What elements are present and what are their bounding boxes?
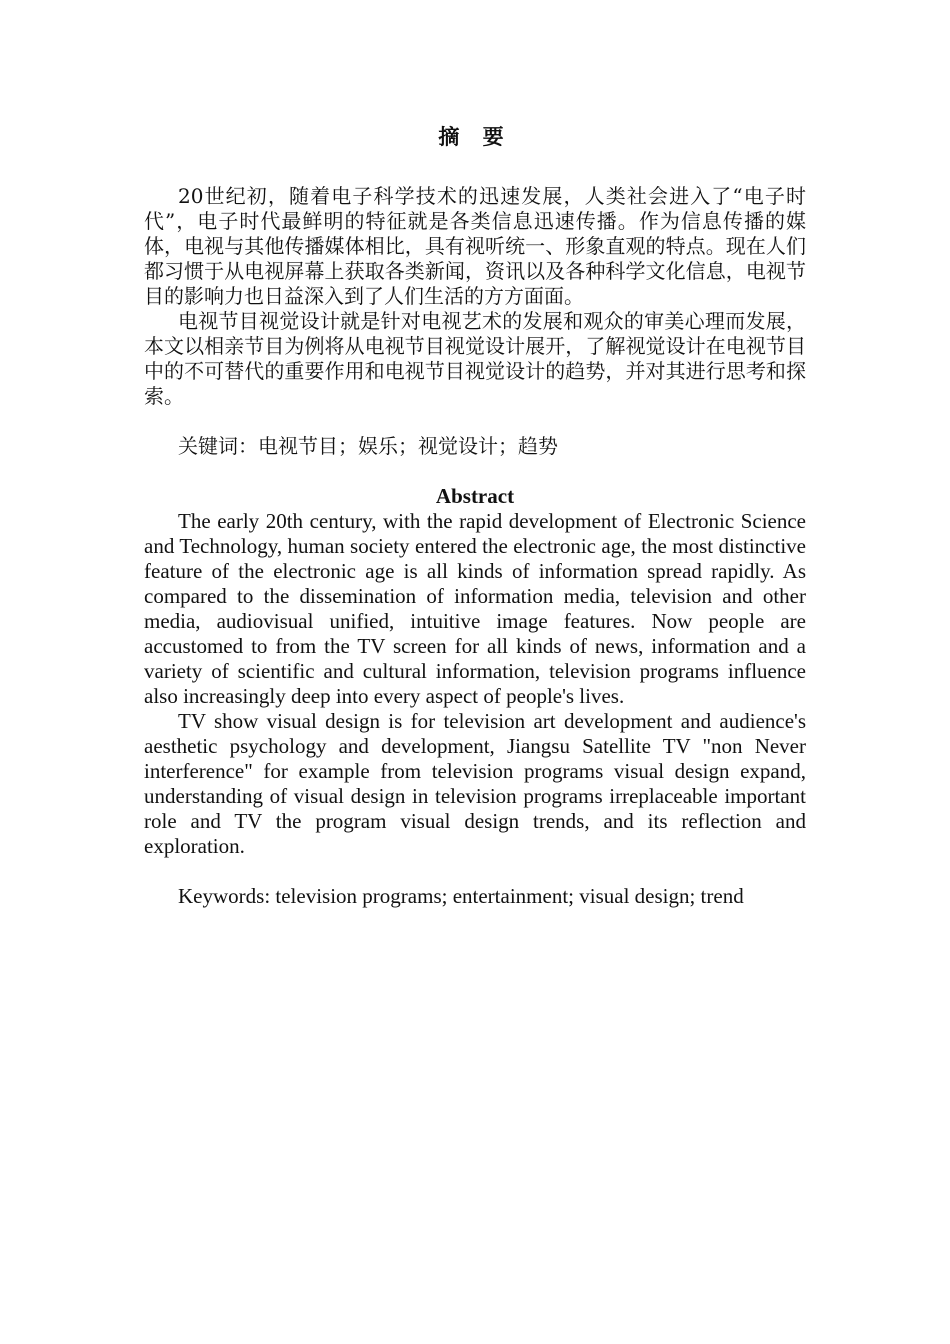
chinese-abstract-title: 摘 要: [438, 124, 512, 149]
abstract-content: [144, 122, 806, 909]
english-abstract-paragraph-2: TV show visual design is for television art development and audience's aesthetic psychology and development, Jiangsu Satellite TV "non Never interference" for example from television programs visual design expand, understanding of visual design in television programs irreplaceable important role and TV the program visual design trends, and its reflection and exploration.: [144, 709, 806, 858]
english-keywords: Keywords: television programs; entertainment; visual design; trend: [178, 884, 744, 908]
english-abstract-paragraph-1: The early 20th century, with the rapid development of Electronic Science and Technology, human society entered the electronic age, the most distinctive feature of the electronic age is all kinds of information spread rapidly. As compared to the dissemination of information media, television and other media, audiovisual unified, intuitive image features. Now people are accustomed to from the TV screen for all kinds of news, information and a variety of scientific and cultural information, television programs influence also increasingly deep into every aspect of people's lives.: [144, 509, 806, 708]
english-abstract-title: Abstract: [435, 484, 515, 508]
chinese-abstract-paragraph-1: 20世纪初，随着电子科学技术的迅速发展，人类社会进入了“电子时代”，电子时代最鲜明的特征就是各类信息迅速传播。作为信息传播的媒体，电视与其他传播媒体相比，具有视听统一、形象直观的特点。现在人们都习惯于从电视屏幕上获取各类新闻，资讯以及各种科学文化信息，电视节目的影响力也日益深入到了人们生活的方方面面。: [144, 184, 806, 308]
chinese-keywords: 关键词：电视节目；娱乐；视觉设计；趋势: [178, 434, 558, 458]
chinese-abstract-paragraph-2: 电视节目视觉设计就是针对电视艺术的发展和观众的审美心理而发展，本文以相亲节目为例将从电视节目视觉设计展开，了解视觉设计在电视节目中的不可替代的重要作用和电视节目视觉设计的趋势，并对其进行思考和探索。: [144, 309, 806, 408]
